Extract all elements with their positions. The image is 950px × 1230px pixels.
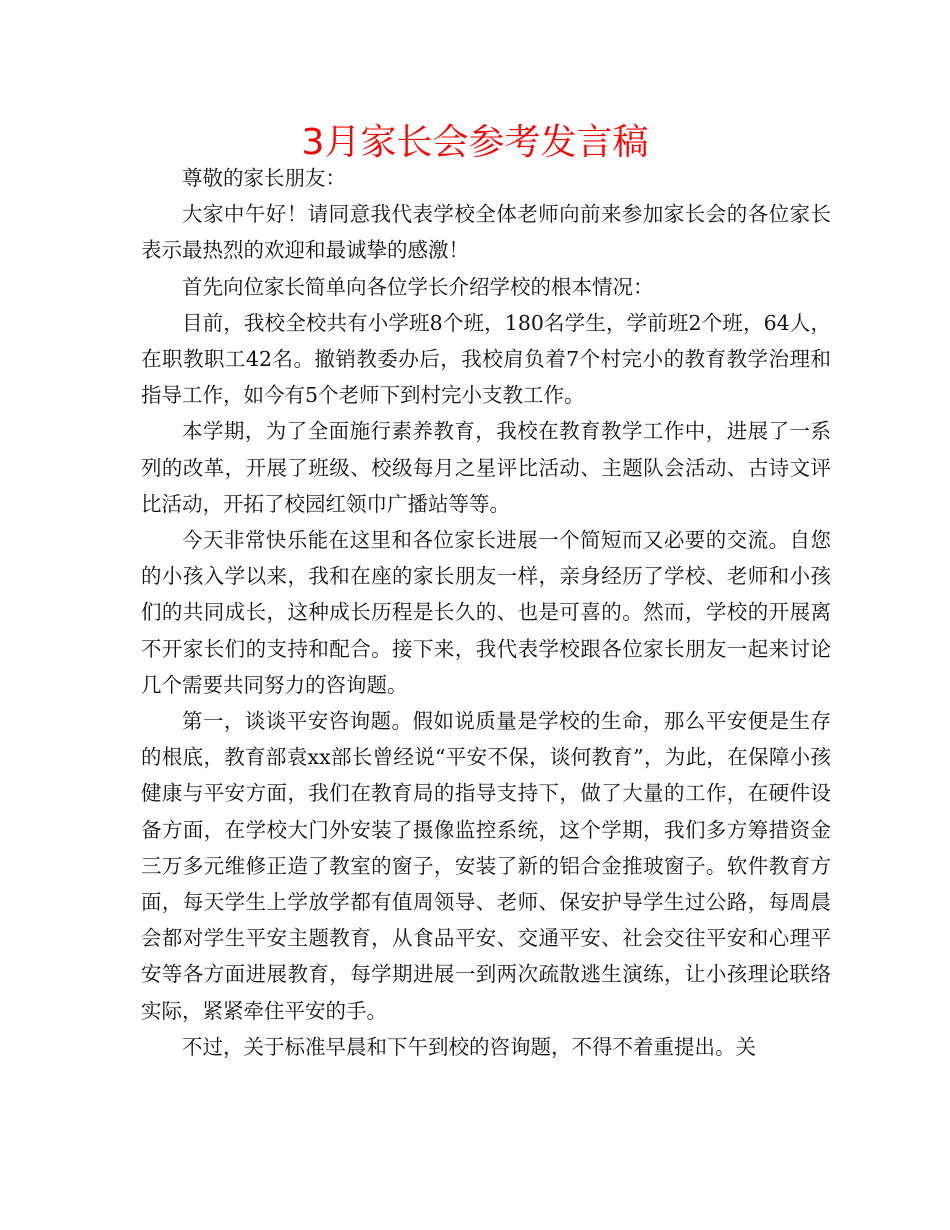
paragraph-reforms: 本学期，为了全面施行素养教育，我校在教育教学工作中，进展了一系列的改革，开展了班级、校级每月之星评比活动、主题队会活动、古诗文评比活动，开拓了校园红领巾广播站等等。: [141, 419, 831, 516]
document-title: 3月家长会参考发言稿: [301, 122, 649, 163]
paragraph-safety: 第一，谈谈平安咨询题。假如说质量是学校的生命，那么平安便是生存的根底，教育部袁xx部长曾经说“平安不保，谈何教育”，为此，在保障小孩健康与平安方面，我们在教育局的指导支持下，做了大量的工作，在硬件设备方面，在学校大门外安装了摄像监控系统，这个学期，我们多方筹措资金三万多元维修正造了教室的窗子，安装了新的铝合金推玻窗子。软件教育方面，每天学生上学放学都有值周领导、老师、保安护导学生过公路，每周晨会都对学生平安主题教育，从食品平安、交通平安、社会交往平安和心理平安等各方面进展教育，每学期进展一到两次疏散逃生演练，让小孩理论联络实际，紧紧牵住平安的手。: [141, 709, 831, 1023]
paragraph-intro: 首先向位家长简单向各位学长介绍学校的根本情况：: [182, 274, 654, 299]
document-body: [141, 160, 831, 1065]
paragraph-greeting: 尊敬的家长朋友：: [182, 166, 346, 190]
paragraph-arrival-time: 不过，关于标准早晨和下午到校的咨询题，不得不着重提出。关: [182, 1034, 756, 1059]
paragraph-exchange: 今天非常快乐能在这里和各位家长进展一个简短而又必要的交流。自您的小孩入学以来，我和在座的家长朋友一样，亲身经历了学校、老师和小孩们的共同成长，这种成长历程是长久的、也是可喜的。然而，学校的开展离不开家长们的支持和配合。接下来，我代表学校跟各位家长朋友一起来讨论几个需要共同努力的咨询题。: [141, 528, 831, 697]
paragraph-school-stats: 目前，我校全校共有小学班8个班，180名学生，学前班2个班，64人，在职教职工42名。撤销教委办后，我校肩负着7个村完小的教育教学治理和指导工作，如今有5个老师下到村完小支教工作。: [141, 310, 831, 408]
paragraph-welcome: 大家中午好！请同意我代表学校全体老师向前来参加家长会的各位家长表示最热烈的欢迎和最诚挚的感激！: [141, 202, 831, 263]
